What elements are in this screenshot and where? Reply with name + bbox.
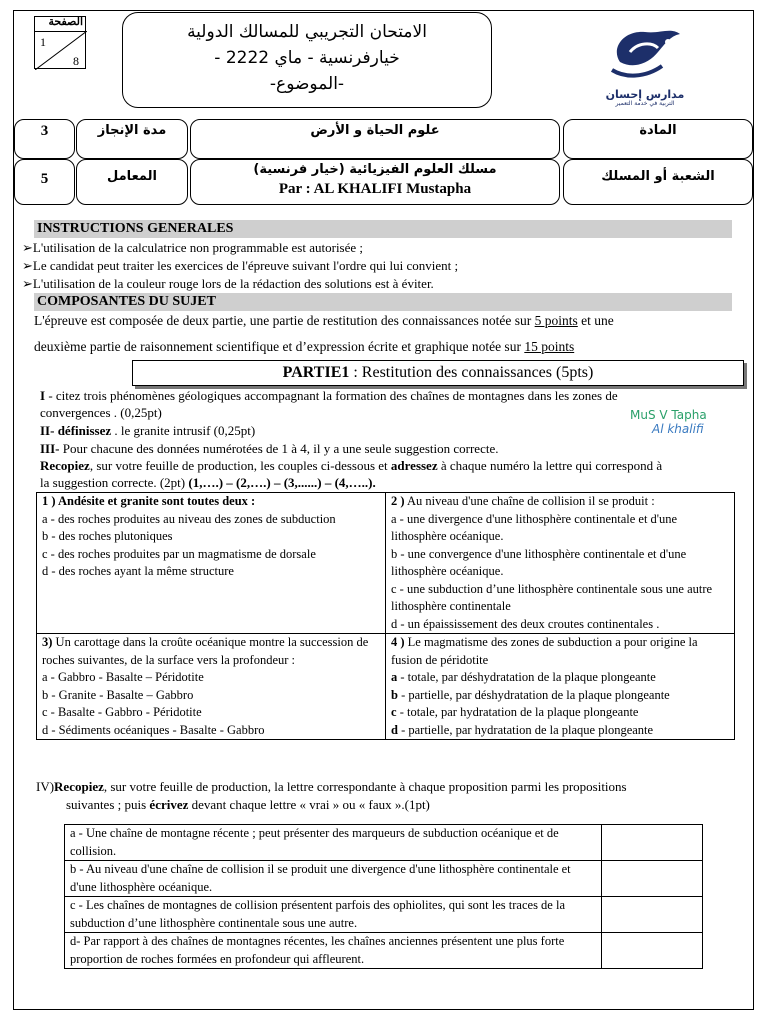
coef-value: 5 xyxy=(14,159,75,205)
exam-title-line2: خيارفرنسية - ماي 2222 - xyxy=(214,48,400,68)
subject-value: علوم الحياة و الأرض xyxy=(190,119,560,159)
table-row xyxy=(65,861,703,897)
duration-value: 3 xyxy=(14,119,75,159)
option: a - une divergence d'une lithosphère continentale et d'une lithosphère océanique. xyxy=(391,511,678,543)
option: b - Granite - Basalte – Gabbro xyxy=(42,687,194,702)
answer-cell[interactable] xyxy=(602,933,703,969)
table-row xyxy=(65,825,703,861)
option: a - Gabbro - Basalte – Péridotite xyxy=(42,670,204,684)
question-1-cont: convergences . (0,25pt) xyxy=(40,405,162,420)
partie1-title: PARTIE1 : Restitution des connaissances (5pts) xyxy=(132,360,744,386)
proposition: b - Au niveau d'une chaîne de collision il se produit une divergence d'une lithosphère continentale et d'une lithosphère océanique. xyxy=(65,861,602,897)
page-total: 8 xyxy=(73,54,79,68)
watermark-line1: MuS V Tapha xyxy=(630,408,707,422)
option: d - Sédiments océaniques - Basalte - Gabbro xyxy=(42,722,265,737)
qcm-table xyxy=(36,492,735,740)
instruction-item: ➢L'utilisation de la couleur rouge lors de la rédaction des solutions est à éviter. xyxy=(22,276,434,291)
qcm-4-stem: 4 ) Le magmatisme des zones de subduction a pour origine la fusion de péridotite xyxy=(391,635,698,667)
stream-label: الشعبة أو المسلك xyxy=(563,159,753,205)
logo-emblem-icon xyxy=(600,22,690,84)
composantes-title: COMPOSANTES DU SUJET xyxy=(34,293,732,311)
stream-cell xyxy=(190,159,560,205)
exam-title-box xyxy=(122,12,492,108)
author: Par : AL KHALIFI Mustapha xyxy=(278,181,472,197)
exam-title-line1: الامتحان التجريبي للمسالك الدولية xyxy=(187,22,427,42)
exam-title-line3: -الموضوع- xyxy=(269,74,345,94)
option: d - des roches ayant la même structure xyxy=(42,564,234,578)
composantes-line1: L'épreuve est composée de deux partie, une partie de restitution des connaissances notée sur 5 points et une xyxy=(34,313,614,328)
watermark-line2: Al khalifi xyxy=(652,422,704,436)
qcm-cell-1 xyxy=(37,493,386,634)
option: c - une subduction d’une lithosphère continentale sous une autre lithosphère continentale xyxy=(391,581,713,613)
option: d - partielle, par hydratation de la plaque plongeante xyxy=(391,722,654,737)
logo-text: مدارس إحسان xyxy=(605,88,685,101)
instruction-item: ➢Le candidat peut traiter les exercices de l'épreuve suivant l'ordre qui lui convient ; xyxy=(22,258,459,273)
composantes-line2: deuxième partie de raisonnement scientifique et d’expression écrite et graphique notée sur 15 points xyxy=(34,339,575,354)
qcm-1-stem: 1 ) Andésite et granite sont toutes deux : xyxy=(42,494,256,508)
question-1: I - citez trois phénomènes géologiques accompagnant la formation des chaînes de montagnes dans les zones de xyxy=(40,388,618,403)
option: d - un épaississement des deux croutes continentales . xyxy=(391,616,660,631)
option: c - totale, par hydratation de la plaque plongeante xyxy=(391,705,639,719)
option: a - totale, par déshydratation de la plaque plongeante xyxy=(391,670,656,684)
table-row xyxy=(65,897,703,933)
question-2: II- définissez . le granite intrusif (0,25pt) xyxy=(40,423,256,438)
question-3-line2: Recopiez, sur votre feuille de production, les couples ci-dessous et adressez à chaque numéro la lettre qui correspond à xyxy=(40,458,663,473)
stream-value: مسلك العلوم الفيزيائية (خيار فرنسية) xyxy=(253,162,497,177)
table-row xyxy=(37,634,735,740)
proposition: c - Les chaînes de montagnes de collision présentent parfois des ophiolites, qui sont les traces de la subduction d’une lithosphère continentale sous une autre. xyxy=(65,897,602,933)
instructions-title: INSTRUCTIONS GENERALES xyxy=(34,220,732,238)
option: c - Basalte - Gabbro - Péridotite xyxy=(42,705,202,719)
table-row xyxy=(65,933,703,969)
question-4: IV)Recopiez, sur votre feuille de production, la lettre correspondante à chaque proposition parmi les propositions xyxy=(36,779,627,794)
subject-label: المادة xyxy=(563,119,753,159)
proposition: d- Par rapport à des chaînes de montagnes récentes, les chaînes anciennes présentent une plus forte proportion de roches formées en profondeur qui affleurent. xyxy=(65,933,602,969)
qcm-cell-3 xyxy=(37,634,386,740)
answer-cell[interactable] xyxy=(602,825,703,861)
question-3-line3: la suggestion correcte. (2pt) (1,….) – (2,….) – (3,......) – (4,…..). xyxy=(40,475,376,490)
option: b - des roches plutoniques xyxy=(42,529,173,543)
qcm-2-stem: 2 ) Au niveau d'une chaîne de collision il se produit : xyxy=(391,494,655,508)
table-row xyxy=(37,493,735,634)
logo-subtext: التربية في خدمة التعمير xyxy=(615,100,675,107)
author-watermark xyxy=(630,408,707,436)
option: b - partielle, par déshydratation de la plaque plongeante xyxy=(391,687,670,702)
option: c - des roches produites par un magmatisme de dorsale xyxy=(42,546,316,561)
page-current: 1 xyxy=(40,35,46,49)
option: a - des roches produites au niveau des zones de subduction xyxy=(42,511,336,526)
option: b - une convergence d'une lithosphère continentale et d'une lithosphère océanique. xyxy=(391,546,687,578)
answer-cell[interactable] xyxy=(602,897,703,933)
page-number-box xyxy=(34,16,86,69)
proposition: a - Une chaîne de montagne récente ; peut présenter des marqueurs de subduction océanique et de collision. xyxy=(65,825,602,861)
page-label: الصفحة xyxy=(48,16,83,28)
question-3: III- Pour chacune des données numérotées de 1 à 4, il y a une seule suggestion correcte. xyxy=(40,441,499,456)
duration-label: مدة الإنجاز xyxy=(76,119,188,159)
instruction-item: ➢L'utilisation de la calculatrice non programmable est autorisée ; xyxy=(22,240,364,255)
coef-label: المعامل xyxy=(76,159,188,205)
school-logo xyxy=(600,22,690,107)
qcm-cell-2 xyxy=(386,493,735,634)
question-4-line2: suivantes ; puis écrivez devant chaque lettre « vrai » ou « faux ».(1pt) xyxy=(66,797,430,812)
answer-cell[interactable] xyxy=(602,861,703,897)
qcm-3-stem: 3) Un carottage dans la croûte océanique montre la succession de roches suivantes, de la surface vers la profondeur : xyxy=(42,635,369,667)
true-false-table xyxy=(64,824,703,969)
qcm-cell-4 xyxy=(386,634,735,740)
